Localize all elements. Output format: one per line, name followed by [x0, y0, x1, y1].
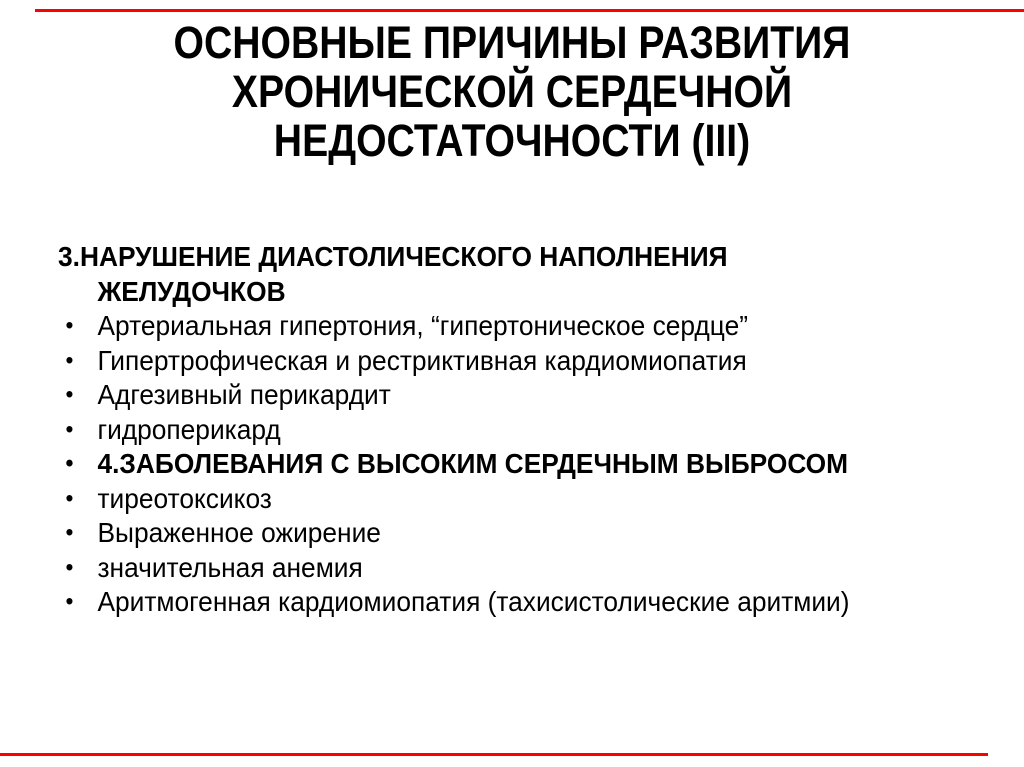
section-heading-line-1: 3.НАРУШЕНИЕ ДИАСТОЛИЧЕСКОГО НАПОЛНЕНИЯ	[58, 241, 728, 272]
list-item	[58, 309, 942, 344]
top-accent-rule	[35, 9, 1024, 12]
bullet-marker: •	[65, 519, 74, 546]
bullet-marker: •	[65, 553, 74, 581]
bullet-text: гидроперикард	[97, 413, 281, 445]
list-item	[58, 482, 942, 517]
bullet-text: Артериальная гипертония, “гипертоническое сердце”	[97, 310, 748, 341]
list-item	[58, 516, 942, 551]
bullet-marker: •	[65, 312, 74, 339]
list-item	[58, 413, 942, 448]
bullet-marker: •	[65, 450, 74, 477]
bullet-text: Гипертрофическая и рестриктивная кардиомиопатия	[97, 344, 747, 376]
list-item	[58, 447, 942, 482]
slide-title-line: НЕДОСТАТОЧНОСТИ (III)	[273, 115, 751, 166]
slide-body	[58, 240, 942, 620]
slide-title-line: ХРОНИЧЕСКОЙ СЕРДЕЧНОЙ	[231, 66, 793, 117]
bullet-marker: •	[65, 381, 74, 408]
bullet-marker: •	[65, 346, 74, 374]
bullet-text: Адгезивный перикардит	[97, 379, 391, 410]
bullet-text: Выраженное ожирение	[97, 517, 381, 548]
list-item	[58, 585, 942, 620]
bottom-accent-rule	[0, 753, 988, 756]
slide-title	[67, 18, 958, 165]
bullet-marker: •	[65, 484, 74, 512]
bullet-text: Аритмогенная кардиомиопатия (тахисистолические аритмии)	[97, 586, 850, 617]
bullet-list	[58, 309, 942, 620]
bullet-marker: •	[65, 415, 74, 443]
list-item	[58, 378, 942, 413]
section-heading	[58, 240, 942, 309]
list-item	[58, 551, 942, 586]
slide-title-line: ОСНОВНЫЕ ПРИЧИНЫ РАЗВИТИЯ	[173, 17, 851, 68]
bullet-text: тиреотоксикоз	[97, 482, 272, 514]
bullet-text: значительная анемия	[97, 551, 363, 583]
bullet-text: 4.ЗАБОЛЕВАНИЯ С ВЫСОКИМ СЕРДЕЧНЫМ ВЫБРОСОМ	[97, 448, 849, 479]
bullet-marker: •	[65, 588, 74, 615]
list-item	[58, 344, 942, 379]
section-heading-line-2: ЖЕЛУДОЧКОВ	[97, 275, 286, 307]
